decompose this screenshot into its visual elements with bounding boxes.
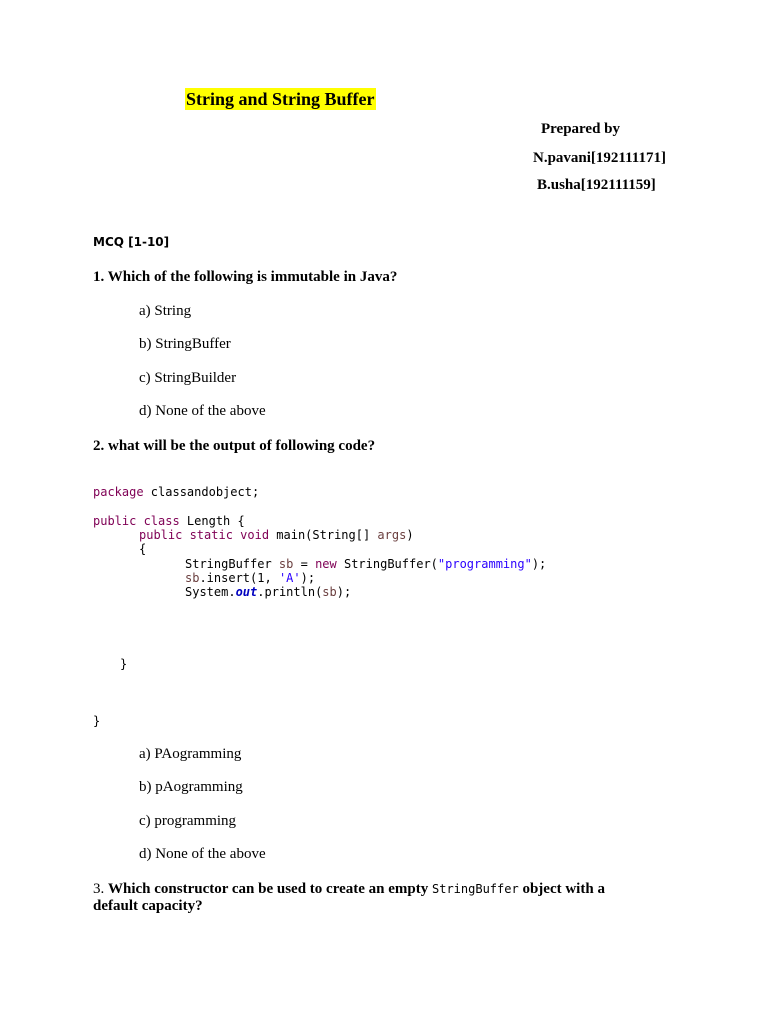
question-3-continued: default capacity? (93, 898, 203, 914)
code-line-package: package classandobject; (93, 485, 260, 499)
prepared-by-label: Prepared by (541, 121, 621, 137)
q2-option-a: a) PAogramming (139, 746, 242, 762)
code-line-stringbuffer: StringBuffer sb = new StringBuffer("programming"); (185, 557, 547, 571)
q2-option-b: b) pAogramming (139, 779, 243, 795)
code-line-println: System.out.println(sb); (185, 585, 352, 599)
question-1: 1. Which of the following is immutable in Java? (93, 269, 398, 285)
code-line-main: public static void main(String[] args) (139, 528, 414, 542)
author-2: B.usha[192111159] (537, 177, 656, 193)
q2-option-c: c) programming (139, 813, 237, 829)
code-line-class: public class Length { (93, 514, 245, 528)
question-2: 2. what will be the output of following code? (93, 438, 376, 454)
author-1: N.pavani[192111171] (533, 150, 666, 166)
code-line-close-class: } (93, 714, 101, 728)
code-line-insert: sb.insert(1, 'A'); (185, 571, 316, 585)
code-line-close-method: } (120, 657, 128, 671)
section-heading: MCQ [1-10] (93, 235, 170, 249)
q1-option-b: b) StringBuffer (139, 336, 231, 352)
document-title: String and String Buffer (186, 89, 375, 109)
q1-option-c: c) StringBuilder (139, 370, 237, 386)
question-3: 3. Which constructor can be used to create an empty StringBuffer object with a (93, 881, 605, 897)
q1-option-d: d) None of the above (139, 403, 266, 419)
code-line-open-brace: { (139, 542, 147, 556)
q2-option-d: d) None of the above (139, 846, 266, 862)
q1-option-a: a) String (139, 303, 192, 319)
